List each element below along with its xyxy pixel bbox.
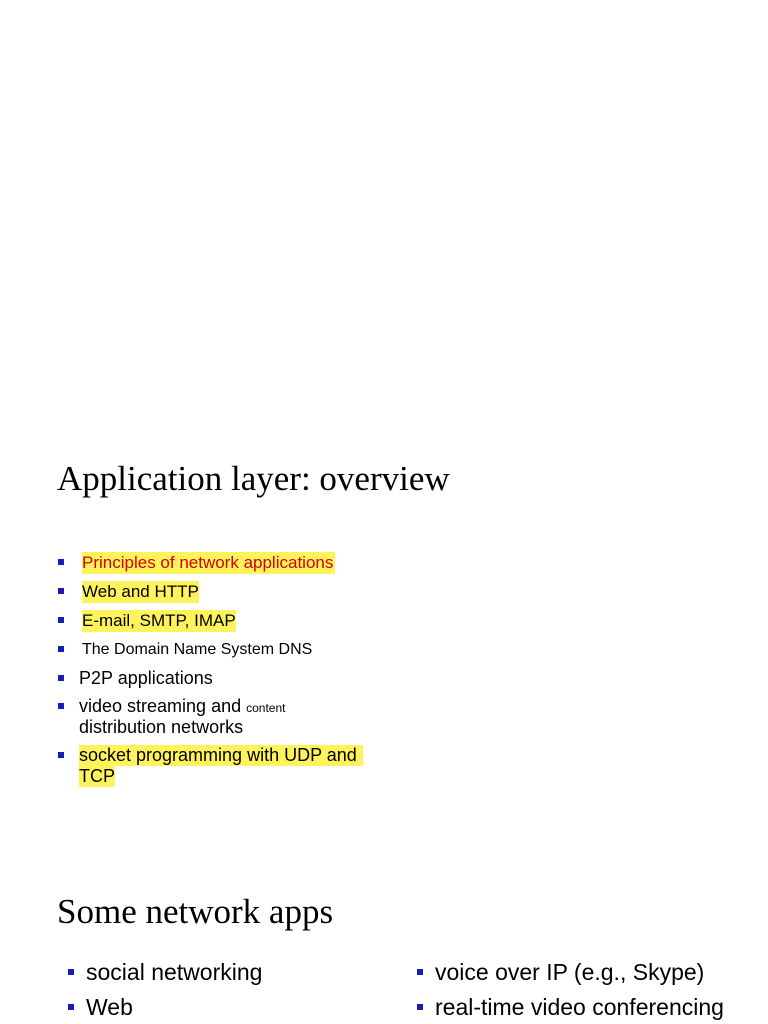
list-item-principles: Principles of network applications: [82, 553, 334, 572]
video-streaming-text: video streaming and: [79, 696, 242, 716]
list-item-video-streaming: [79, 696, 286, 719]
list-item-email: E-mail, SMTP, IMAP: [82, 611, 236, 630]
app-item-social-networking: social networking: [86, 959, 263, 985]
slide-title-overview: Application layer: overview: [57, 459, 450, 498]
bullet-icon: [58, 703, 64, 709]
list-item-cdn-line2: distribution networks: [79, 717, 244, 737]
bullet-icon: [58, 752, 64, 758]
bullet-icon: [58, 675, 64, 681]
bullet-icon: [58, 588, 64, 594]
app-item-web: Web: [86, 994, 133, 1020]
bullet-icon: [58, 617, 64, 623]
slide-title-network-apps: Some network apps: [57, 892, 334, 931]
bullet-icon: [58, 559, 64, 565]
content-small-text: content: [246, 701, 286, 715]
app-item-voip: voice over IP (e.g., Skype): [435, 959, 705, 985]
bullet-icon: [68, 969, 74, 975]
app-item-video-conferencing: real-time video conferencing: [435, 994, 724, 1020]
bullet-icon: [417, 969, 423, 975]
list-item-socket-programming-line2: TCP: [79, 766, 115, 786]
list-item-dns: The Domain Name System DNS: [82, 641, 313, 658]
bullet-icon: [68, 1004, 74, 1010]
bullet-icon: [417, 1004, 423, 1010]
list-item-p2p: P2P applications: [79, 668, 213, 688]
list-item-web-http: Web and HTTP: [82, 582, 199, 601]
list-item-socket-programming: socket programming with UDP and: [79, 745, 363, 766]
bullet-icon: [58, 646, 64, 652]
